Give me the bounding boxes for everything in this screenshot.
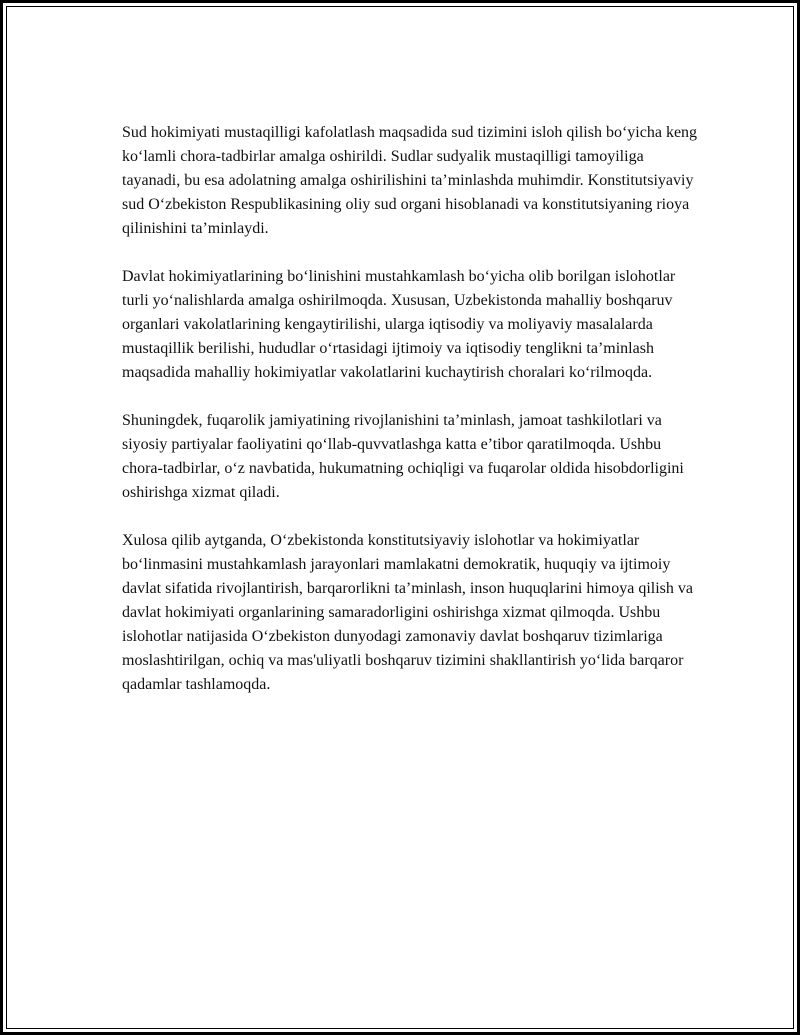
paragraph-3: Shuningdek, fuqarolik jamiyatining rivojlanishini ta’minlash, jamoat tashkilotlari va siyosiy partiyalar faoliyatini qo‘llab-quvvatlashga katta e’tibor qaratilmoqda. Ushbu chora-tadbirlar, o‘z navbatida, hukumatning ochiqligi va fuqarolar oldida hisobdorligini oshirishga xizmat qiladi. <box>122 412 684 501</box>
paragraph-2: Davlat hokimiyatlarining bo‘linishini mustahkamlash bo‘yicha olib borilgan islohotlar turli yo‘nalishlarda amalga oshirilmoqda. Xususan, Uzbekistonda mahalliy boshqaruv organlari vakolatlarining kengaytirilishi, ularga iqtisodiy va moliyaviy masalalarda mustaqillik berilishi, hududlar o‘rtasidagi ijtimoiy va iqtisodiy tenglikni ta’minlash maqsadida mahalliy hokimiyatlar vakolatlarini kuchaytirish choralari ko‘rilmoqda. <box>122 268 676 381</box>
paragraph-4: Xulosa qilib aytganda, O‘zbekistonda konstitutsiyaviy islohotlar va hokimiyatlar bo‘linmasini mustahkamlash jarayonlari mamlakatni demokratik, huquqiy va ijtimoiy davlat sifatida rivojlantirish, barqarorlikni ta’minlash, inson huquqlarini himoya qilish va davlat hokimiyati organlarining samaradorligini oshirishga xizmat qilmoqda. Ushbu islohotlar natijasida O‘zbekiston dunyodagi zamonaviy davlat boshqaruv tizimlariga moslashtirilgan, ochiq va mas'uliyatli boshqaruv tizimini shakllantirish yo‘lida barqaror qadamlar tashlamoqda. <box>122 532 693 693</box>
document-body <box>122 121 702 721</box>
paragraph-1: Sud hokimiyati mustaqilligi kafolatlash maqsadida sud tizimini isloh qilish bo‘yicha keng ko‘lamli chora-tadbirlar amalga oshirildi. Sudlar sudyalik mustaqilligi tamoyiliga tayanadi, bu esa adolatning amalga oshirilishini ta’minlashda muhimdir. Konstitutsiyaviy sud O‘zbekiston Respublikasining oliy sud organi hisoblanadi va konstitutsiyaning rioya qilinishini ta’minlaydi. <box>122 124 698 237</box>
